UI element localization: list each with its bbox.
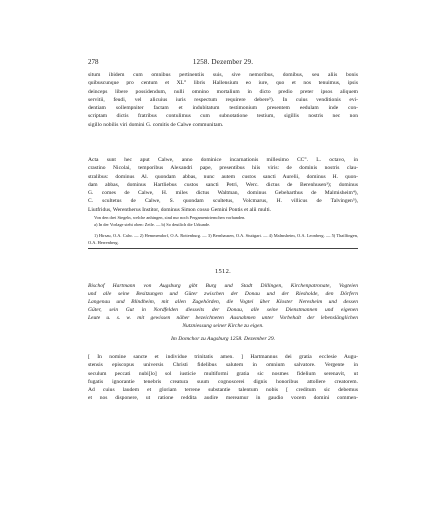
text-line: sigillo nobilis viri domini G. comitis de Calwe communitam. xyxy=(88,121,224,128)
section-divider xyxy=(88,248,358,249)
text-line: G. comes de Calwe, H. miles dictus Waltman, dominus Gebeharthus de Malmisheim⁴), xyxy=(88,190,358,196)
document-number: 1512. xyxy=(214,268,232,275)
regest-line: Bischof Hartmann von Augsburg gibt Burg und Stadt Dillingen, Kirchenpatronate, Vogteien xyxy=(88,283,358,289)
text-line: dam abbas, dominus Hartliebus custos sancti Petri, Werc. dictus de Berenhusen³); dominus xyxy=(88,181,358,188)
text-line: deinceps libere possidendum, nulli omnino mortalium in dicto predio preter ipsos aliquem xyxy=(88,88,358,95)
text-line: Ad cuius laudem et gloriam terrene substantie talentum nobis [ creditum sic debemus xyxy=(88,387,358,393)
running-title: 1258. Dezember 29. xyxy=(192,58,254,66)
text-line: scriptam dictis fratribus contulimus cum subnotatione testium, sigillis nostris nec non xyxy=(88,113,358,120)
place-notes: 1) Hirsau, O.A. Calw. — 2) Hemmendorf, O.A. Rottenburg. — 3) Bernhausen, O.A. Stuttgart. — 4) Malmsheim, O.A. Leonberg. — 5) Thailfingen, O.A. Herrenberg. xyxy=(88,233,358,245)
text-line: et nos disponere, ut ratione reddita audire mereamur in gaudio vocem domini commen- xyxy=(88,395,358,402)
body-paragraph-first xyxy=(88,71,358,129)
charter-text xyxy=(88,353,358,403)
text-line: Liutfridus, Werentherus Institor, dominus Simon cosso Gemini Pontis et alii multi. xyxy=(88,206,272,213)
text-line: stralibus: dominus Al. quondam abbas, nunc autem custos sancti Aurelii, dominus H. quon- xyxy=(88,173,358,180)
textual-note: a) In der Vorlage steht oben: Zeile. — b) So deutlich die Urkunde. xyxy=(94,222,211,227)
text-line: C. scultetus de Calwe, S. quondam scultetus, Volcmarus, H. villicus de Talvingen⁵), xyxy=(88,198,358,205)
text-line: quibuscunque pro centum et XL° libris Hallensium eo iure, quo et nos tenuimus, ipsis xyxy=(88,80,358,87)
regest-line: Langenau und Blindheim, mit allen Zugehörden, die Vogtei über Kloster Neresheim und dessen xyxy=(88,299,358,305)
text-line: seculum peccati nubi[lo] sol iusticie multiformi gratia sic nosmes fidelium serenavit, ut xyxy=(88,370,358,377)
numbered-footnotes xyxy=(88,232,358,246)
dateline: Im Domchor zu Augsburg 1258. Dezember 29. xyxy=(170,336,276,342)
body-paragraph-witnesses xyxy=(88,156,358,214)
footnotes-block xyxy=(88,214,358,228)
seal-note: Von den drei Siegeln, welche anhingen, sind nur noch Pergamentriemchen vorhanden. xyxy=(94,215,246,220)
regest-summary xyxy=(88,282,358,330)
text-line: dentiam sollempniter factam et indubitatum testimonium presentem eedulam inde con- xyxy=(88,105,358,111)
text-line: [ In nomine sancte et individue trinitatis amen. ] Hartmannus dei gratia ecclesie Augu- xyxy=(88,354,358,360)
regest-line: Güter, sein Gut in Nordfelden diesseits der Donau, alle seine Dienstmannen und eigenen xyxy=(88,307,358,313)
text-line: servitii, feudi, vel alicuius iuris respectum requirere debere⁵). In cuius venditionis evi- xyxy=(88,96,358,103)
regest-line: Nutzniessung seiner Kirche zu eigen. xyxy=(182,323,264,329)
regest-line: und alle seine Besitzungen und Güter zwischen der Donau und der Riesholde, den Dörfern xyxy=(88,291,358,297)
text-line: stensis episcopus universis Christi fidelibus salutem in omnium salvatore. Vergente in xyxy=(88,362,358,369)
text-line: fugatis ignorantie tenebris creatura suum cognoscerei dignis honoribus attollere creatorem. xyxy=(88,378,358,385)
page-number: 278 xyxy=(88,58,99,66)
text-line: crastino Nicolai, temporibus Alexandri pape, presentibus hiis viris: de dominis nostris clau- xyxy=(88,165,358,172)
text-line: situm ibidem cum omnibus pertinentiis suis, sive nemoribus, domibus, seu aliis bonis xyxy=(88,72,358,78)
text-line: Acta sunt hec aput Calwe, anno dominice incarnationis millesimo CC°. L. octavo, in xyxy=(88,157,358,163)
regest-line: Leute u. s. w. mit gewissen näher bezeichneten Ausnahmen unter Vorbehalt der lebenslänglichen xyxy=(88,315,358,321)
